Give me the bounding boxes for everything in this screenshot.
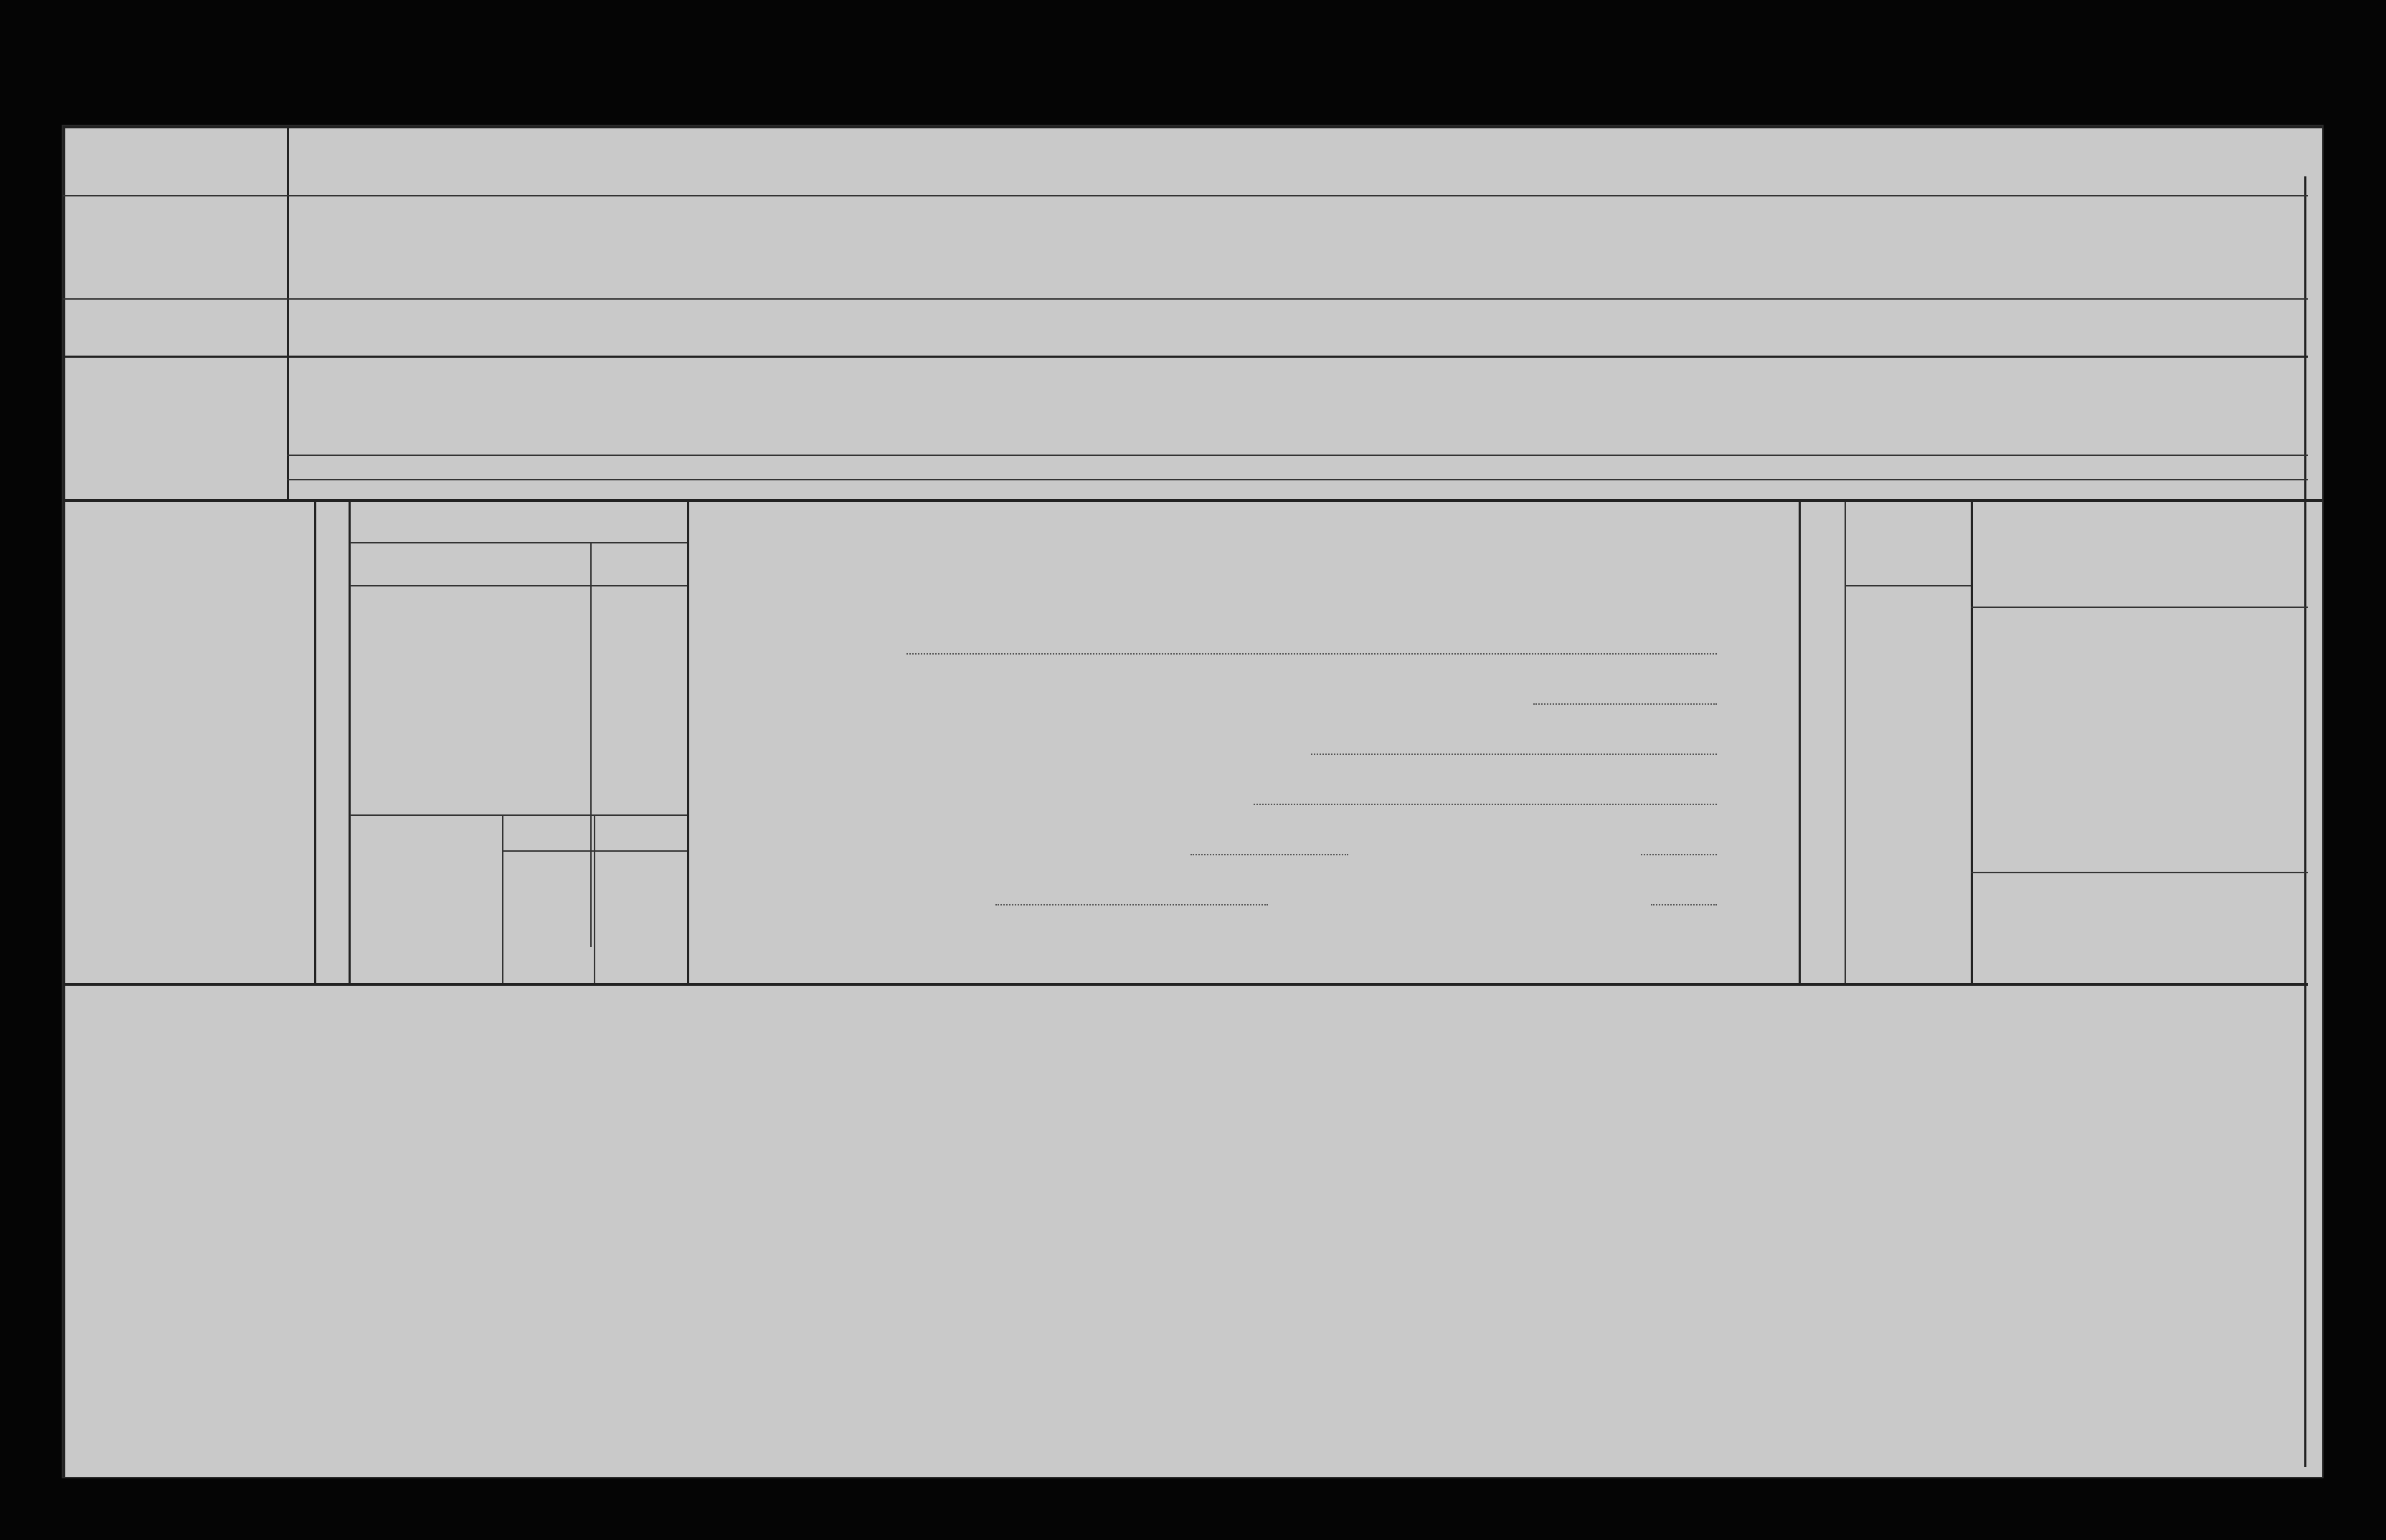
divider [349,502,351,983]
trade-line [350,542,687,543]
answer-line [1254,804,1717,805]
banner-bottom-line [287,479,2308,480]
answer-line [1311,754,1717,755]
row-line [63,195,2308,196]
vne-nadel-label [67,1280,125,1410]
top-section-bottom [63,499,2322,502]
trade-line [350,814,687,816]
pop-line [1845,585,1971,586]
banner-top-line [287,455,2308,456]
nadel-label [67,1159,125,1273]
top-border [63,126,2322,128]
divider [1971,502,1973,983]
answer-line [995,904,1268,906]
answer-line [1641,854,1717,855]
row-line [63,356,2308,358]
divider [1845,502,1846,983]
census-card-sheet [63,126,2322,1477]
answer-line [906,653,1717,655]
middle-bottom [63,983,2308,986]
staff-line [1971,872,2308,873]
staff-line [1971,607,2308,608]
trade-vline [502,814,503,983]
row-line [63,298,2308,300]
trade-line [502,850,687,852]
hired-label [271,506,472,979]
answer-line [1190,854,1348,855]
answer-line [1651,904,1717,906]
trade-vline [590,542,592,947]
right-border [2304,176,2306,1467]
divider [687,502,689,983]
answer-line [1533,703,1717,705]
population-label [1799,506,1845,979]
trade-vline [594,814,595,983]
label-col-divider [287,126,289,499]
left-border [63,126,65,1477]
trade-line [350,585,687,586]
